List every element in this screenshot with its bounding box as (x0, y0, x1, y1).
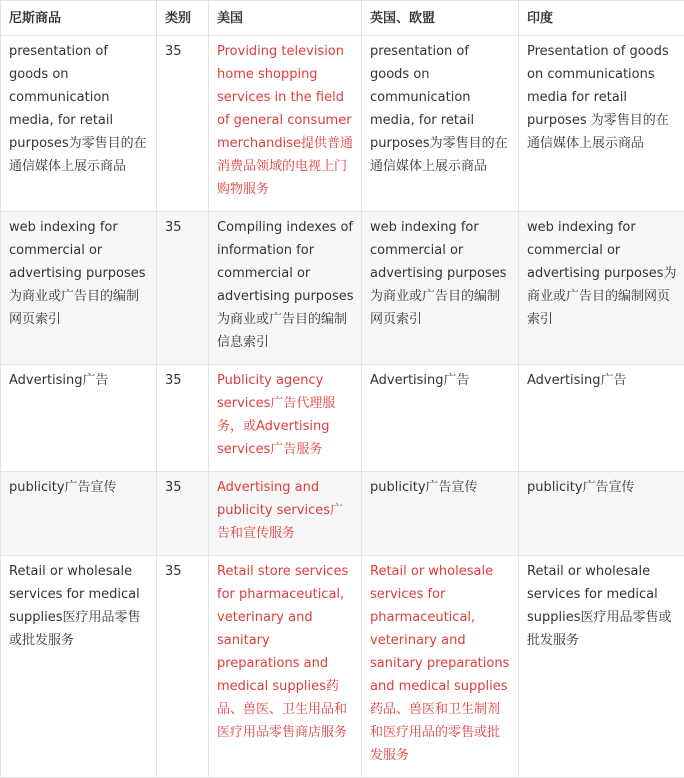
cell-india: publicity广告宣传 (519, 472, 684, 556)
cell-nice-goods: Advertising广告 (1, 365, 157, 472)
table-row (1, 556, 684, 778)
table-row (1, 365, 684, 472)
header-india: 印度 (519, 1, 684, 36)
cell-india: web indexing for commercial or advertising purposes为商业或广告目的编制网页索引 (519, 212, 684, 365)
cell-class: 35 (157, 365, 209, 472)
header-row (1, 1, 684, 36)
header-class: 类别 (157, 1, 209, 36)
cell-nice-goods: presentation of goods on communication media, for retail purposes为零售目的在通信媒体上展示商品 (1, 36, 157, 212)
cell-uk-eu: Retail or wholesale services for pharmaceutical, veterinary and sanitary preparations and medical supplies药品、兽医和卫生制剂和医疗用品的零售或批发服务 (362, 556, 519, 778)
cell-nice-goods: publicity广告宣传 (1, 472, 157, 556)
cell-usa: Retail store services for pharmaceutical, veterinary and sanitary preparations and medical supplies药品、兽医、卫生用品和医疗用品零售商店服务 (209, 556, 362, 778)
header-usa: 美国 (209, 1, 362, 36)
cell-uk-eu: web indexing for commercial or advertising purposes为商业或广告目的编制网页索引 (362, 212, 519, 365)
cell-india: Retail or wholesale services for medical supplies医疗用品零售或批发服务 (519, 556, 684, 778)
cell-class: 35 (157, 36, 209, 212)
cell-uk-eu: Advertising广告 (362, 365, 519, 472)
cell-usa: Publicity agency services广告代理服务，或Advertising services广告服务 (209, 365, 362, 472)
header-uk-eu: 英国、欧盟 (362, 1, 519, 36)
cell-class: 35 (157, 472, 209, 556)
cell-class: 35 (157, 556, 209, 778)
cell-india: Presentation of goods on communications media for retail purposes 为零售目的在通信媒体上展示商品 (519, 36, 684, 212)
table-row (1, 36, 684, 212)
cell-nice-goods: web indexing for commercial or advertising purposes为商业或广告目的编制网页索引 (1, 212, 157, 365)
cell-usa: Compiling indexes of information for commercial or advertising purposes为商业或广告目的编制信息索引 (209, 212, 362, 365)
cell-nice-goods: Retail or wholesale services for medical supplies医疗用品零售或批发服务 (1, 556, 157, 778)
cell-class: 35 (157, 212, 209, 365)
cell-uk-eu: publicity广告宣传 (362, 472, 519, 556)
cell-usa: Advertising and publicity services广告和宣传服务 (209, 472, 362, 556)
cell-usa: Providing television home shopping services in the field of general consumer merchandise提供普通消费品领域的电视上门购物服务 (209, 36, 362, 212)
cell-india: Advertising广告 (519, 365, 684, 472)
table-row (1, 472, 684, 556)
header-nice-goods: 尼斯商品 (1, 1, 157, 36)
cell-uk-eu: presentation of goods on communication media, for retail purposes为零售目的在通信媒体上展示商品 (362, 36, 519, 212)
table-row (1, 212, 684, 365)
